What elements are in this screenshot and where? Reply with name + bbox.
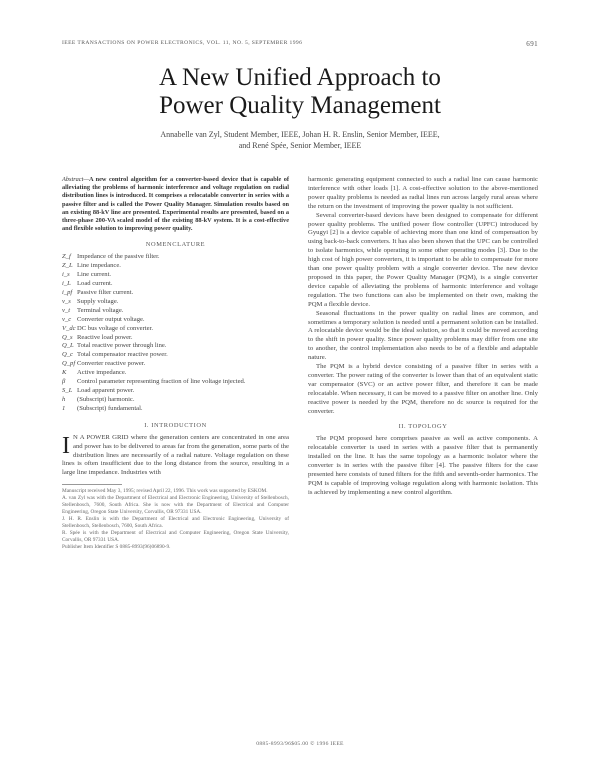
nomenclature-item (62, 307, 289, 316)
authors-line-2: and René Spée, Senior Member, IEEE (238, 141, 362, 150)
nomenclature-symbol: K (62, 369, 67, 377)
nomenclature-definition: Impedance of the passive filter. (77, 253, 160, 261)
page-number: 691 (526, 40, 538, 48)
nomenclature-definition: Terminal voltage. (77, 306, 124, 314)
footnotes (62, 488, 289, 551)
nomenclature-item (62, 280, 289, 289)
introduction-paragraph (62, 434, 289, 479)
nomenclature-item (62, 360, 289, 369)
nomenclature-item (62, 316, 289, 325)
author-list (0, 129, 600, 151)
body-paragraph: Several converter-based devices have been designed to compensate for different power quality problems. The unified power flow controller (UPFC) introduced by Gyugyi [2] is a device capable of achieving more than one kind of compensation by using back-to-back converters. It has also been shown that the UPC can be controlled to isolate harmonics, while operating in some other operating modes [3]. Due to the high cost of high power converters, it is important to be able to compensate for more than one power quality problem with a single converter device. The new device proposed in this paper, the Power Quality Manager (PQM), is a single converter device capable of alleviating the problems of harmonic interference and voltage regulation. The two functions can also be implemented on their own, making the PQM a flexible device. (308, 211, 538, 308)
footnote: Manuscript received May 3, 1995; revised April 22, 1996. This work was supported by ESKOM. (62, 488, 268, 495)
nomenclature-symbol: Q_s (62, 333, 73, 341)
nomenclature-definition: (Subscript) harmonic. (77, 395, 135, 403)
abstract (62, 176, 289, 233)
abstract-text: A new control algorithm for a converter-based device that is capable of alleviating the problems of harmonic interference and voltage regulation on radial distribution lines is introduced. It comprises a relocatable converter in series with a passive filter and is called the Power Quality Manager. Simulation results based on an existing 88-kV line are presented. Experimental results are presented, based on a three-phase 200-VA scaled model of the existing 88-kV system. It is a cost-effective and flexible solution to improving power quality. (62, 176, 289, 233)
nomenclature-item (62, 405, 289, 414)
journal-name: IEEE TRANSACTIONS ON POWER ELECTRONICS, VOL. 11, NO. 5, SEPTEMBER 1996 (62, 40, 303, 46)
title-line-2: Power Quality Management (159, 92, 441, 119)
nomenclature-definition: Total compensator reactive power. (77, 351, 168, 359)
body-paragraph: harmonic generating equipment connected to such a radial line can cause harmonic interference with other loads [1]. A cost-effective solution to the above-mentioned power quality problems is needed as radial lines run across largely rural areas where the return on the investment of improving the power quality is not sufficient. (308, 176, 538, 210)
nomenclature-definition: DC bus voltage of converter. (77, 324, 153, 332)
nomenclature-symbol: i_L (62, 280, 71, 288)
body-paragraph: Seasonal fluctuations in the power quality on radial lines are common, and sometimes a temporary solution is needed until a permanent solution can be installed. A relocatable device would be the ideal solution, so that it could be moved according to the shift in power quality. Since power quality problems may differ from one site to another, the control implementation also needs to be of a flexible and adaptable nature. (308, 309, 538, 362)
nomenclature-item (62, 289, 289, 298)
right-paragraphs (308, 176, 538, 416)
right-column (308, 176, 538, 498)
nomenclature-item (62, 298, 289, 307)
nomenclature-symbol: v_t (62, 306, 71, 314)
nomenclature-symbol: v_s (62, 297, 71, 305)
paper-title (0, 64, 600, 120)
footnote: J. H. R. Enslin is with the Department of Electrical and Electronic Engineering, University of Stellenbosch, Stellenbosch, 7600, South Africa. (62, 516, 289, 530)
body-paragraph: The PQM is a hybrid device consisting of a passive filter in series with a converter. The power rating of the converter is lower than that of an equivalent static var compensator (SVC) or an active power filter, and therefore it can be made relocatable. When necessary, it can be moved to a passive filter on another line. Only reactive power is needed by the PQM, therefore no dc source is required for the converter. (308, 363, 538, 415)
nomenclature-heading: NOMENCLATURE (145, 241, 206, 249)
nomenclature-symbol: β (62, 378, 66, 386)
nomenclature-definition: Passive filter current. (77, 289, 134, 297)
drop-cap: I (62, 432, 70, 459)
nomenclature-definition: Supply voltage. (77, 297, 119, 305)
nomenclature-item (62, 271, 289, 280)
nomenclature-definition: Load current. (77, 280, 113, 288)
footnote: R. Spée is with the Department of Electrical and Computer Engineering, Oregon State University, Corvallis, OR 97331 USA. (62, 530, 289, 544)
nomenclature-symbol: Z_f (62, 253, 71, 261)
nomenclature-item (62, 325, 289, 334)
nomenclature-symbol: Z_L (62, 262, 73, 270)
nomenclature-definition: Line current. (77, 271, 112, 279)
nomenclature-symbol: i_s (62, 271, 70, 279)
topology-paragraph: The PQM proposed here comprises passive as well as active components. A relocatable converter is used in series with a passive filter that is permanently installed on the line. It has the same topology as a harmonic isolator where the converter is in series with the passive filter [4]. The passive filters for the case presented here consists of tuned filters for the fifth and seventh-order harmonics. The PQM is capable of improving voltage regulation along with harmonic isolation. This is achieved by implementing a new control algorithm. (308, 435, 538, 496)
nomenclature-definition: (Subscript) fundamental. (77, 404, 143, 412)
introduction-text: N A POWER GRID where the generation centers are concentrated in one area and power has to be delivered to areas far from the generation, some parts of the distribution lines are necessarily of a radial nature. Voltage regulation on these lines is often insufficient due to the long distance from the source, resulting in a large line impedance. Industries with (62, 433, 289, 477)
nomenclature-list (62, 253, 289, 413)
nomenclature-item (62, 378, 289, 387)
nomenclature-definition: Control parameter representing fraction of line voltage injected. (77, 378, 246, 386)
nomenclature-symbol: Q_c (62, 351, 73, 359)
abstract-label: Abstract— (62, 176, 89, 183)
copyright-footer: 0885-8993/96$05.00 © 1996 IEEE (256, 741, 344, 747)
nomenclature-symbol: 1 (62, 404, 66, 412)
nomenclature-item (62, 369, 289, 378)
footnote-divider (62, 484, 122, 485)
nomenclature-item (62, 253, 289, 262)
nomenclature-symbol: Q_L (62, 342, 74, 350)
nomenclature-symbol: i_pf (62, 289, 73, 297)
nomenclature-definition: Line impedance. (77, 262, 121, 270)
nomenclature-symbol: V_dc (62, 324, 76, 332)
nomenclature-item (62, 342, 289, 351)
running-header (62, 40, 538, 50)
introduction-heading: I. INTRODUCTION (144, 421, 207, 429)
topology-heading: II. TOPOLOGY (398, 423, 448, 431)
nomenclature-definition: Converter output voltage. (77, 315, 145, 323)
nomenclature-symbol: S_L (62, 387, 73, 395)
authors-line-1: Annabelle van Zyl, Student Member, IEEE, Johan H. R. Enslin, Senior Member, IEEE, (160, 130, 440, 139)
nomenclature-definition: Converter reactive power. (77, 360, 146, 368)
footnote: Publisher Item Identifier S 0885-8993(96)06890-9. (62, 544, 171, 551)
nomenclature-item (62, 351, 289, 360)
title-line-1: A New Unified Approach to (159, 64, 441, 91)
nomenclature-definition: Active impedance. (77, 369, 127, 377)
nomenclature-symbol: h (62, 395, 66, 403)
nomenclature-definition: Total reactive power through line. (77, 342, 167, 350)
nomenclature-definition: Reactive load power. (77, 333, 133, 341)
left-column (62, 176, 289, 551)
nomenclature-item (62, 396, 289, 405)
nomenclature-definition: Load apparent power. (77, 387, 135, 395)
nomenclature-symbol: v_c (62, 315, 72, 323)
nomenclature-item (62, 262, 289, 271)
footnote: A. van Zyl was with the Department of Electrical and Electronic Engineering, University of Stellenbosch, Stellenbosch, 7600, South Africa. She is now with the Department of Electrical and Computer Engineering, Oregon State University, Corvallis, OR 97331 USA. (62, 495, 289, 516)
nomenclature-symbol: Q_pf (62, 360, 76, 368)
nomenclature-item (62, 334, 289, 343)
nomenclature-item (62, 387, 289, 396)
